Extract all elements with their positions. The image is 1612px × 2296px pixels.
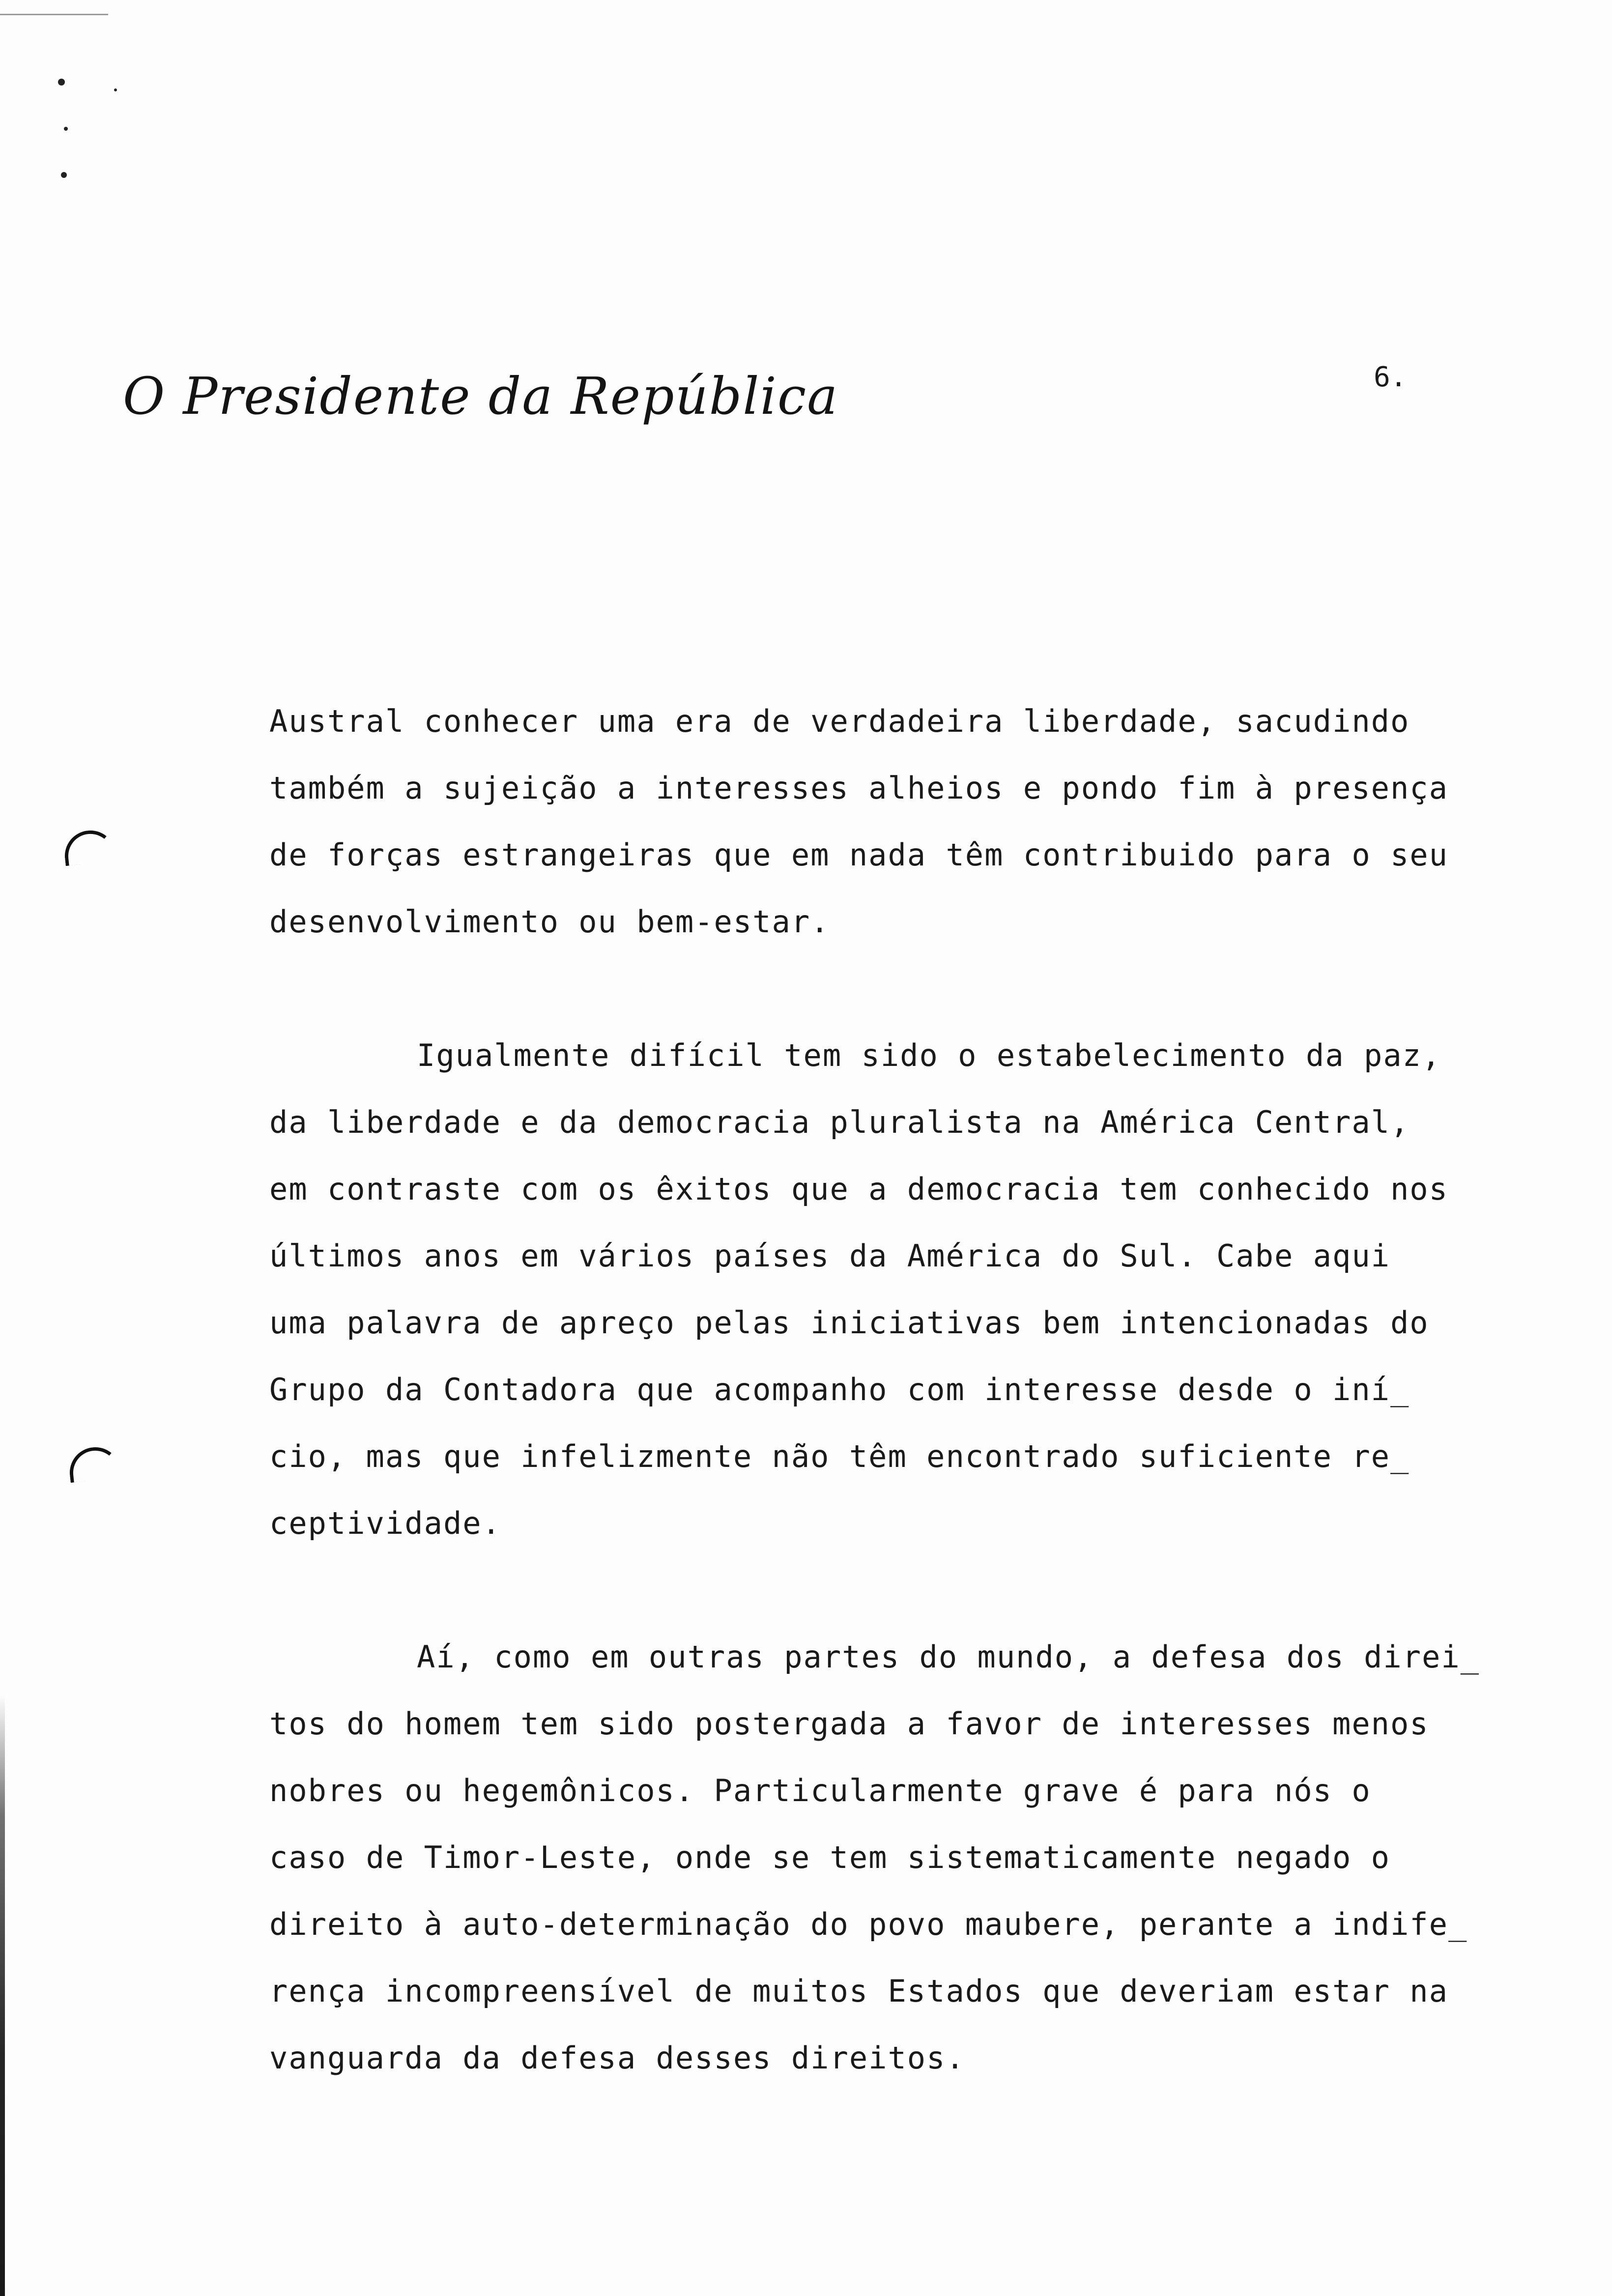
text-line: Aí, como em outras partes do mundo, a defesa dos direi_ [417, 1639, 1480, 1675]
text-line: também a sujeição a interesses alheios e pondo fim à presença [269, 770, 1448, 806]
scan-artifact-dot [58, 79, 65, 86]
text-line: ceptividade. [269, 1505, 501, 1541]
text-line: rença incompreensível de muitos Estados que deveriam estar na [269, 1973, 1448, 2009]
punch-hole-mark-upper [62, 828, 116, 866]
text-line: desenvolvimento ou bem-estar. [269, 904, 830, 940]
scan-artifact-dot [114, 88, 117, 91]
text-line: nobres ou hegemônicos. Particularmente grave é para nós o [269, 1773, 1371, 1808]
text-line: direito à auto-determinação do povo maubere, perante a indife_ [269, 1906, 1468, 1942]
text-line: de forças estrangeiras que em nada têm contribuido para o seu [269, 837, 1448, 873]
document-body [269, 688, 1508, 2092]
paragraph-1 [269, 688, 1508, 955]
text-line: tos do homem tem sido postergada a favor de interesses menos [269, 1706, 1429, 1742]
text-line: em contraste com os êxitos que a democracia tem conhecido nos [269, 1171, 1448, 1207]
scan-artifact-left-edge [0, 1695, 5, 2296]
text-line: da liberdade e da democracia pluralista na América Central, [269, 1104, 1410, 1140]
text-line: uma palavra de apreço pelas iniciativas bem intencionadas do [269, 1305, 1429, 1341]
text-line: últimos anos em vários países da América do Sul. Cabe aqui [269, 1238, 1390, 1274]
letterhead [123, 346, 839, 426]
text-line: Igualmente difícil tem sido o estabelecimento da paz, [417, 1037, 1441, 1073]
page-number: 6. [1374, 361, 1407, 393]
scan-artifact-dot [61, 172, 67, 178]
paragraph-3 [269, 1624, 1508, 2092]
punch-hole-mark-lower [67, 1445, 121, 1483]
text-line: caso de Timor-Leste, onde se tem sistematicamente negado o [269, 1839, 1390, 1875]
scan-artifact-top-line [0, 14, 108, 15]
text-line: Grupo da Contadora que acompanho com interesse desde o iní_ [269, 1372, 1410, 1407]
paragraph-2 [269, 1022, 1508, 1557]
text-line: vanguarda da defesa desses direitos. [269, 2040, 965, 2076]
text-line: cio, mas que infelizmente não têm encontrado suficiente re_ [269, 1438, 1410, 1474]
text-line: Austral conhecer uma era de verdadeira liberdade, sacudindo [269, 703, 1410, 739]
letterhead-title: O Presidente da República [123, 366, 839, 426]
scan-artifact-dot [64, 127, 68, 131]
